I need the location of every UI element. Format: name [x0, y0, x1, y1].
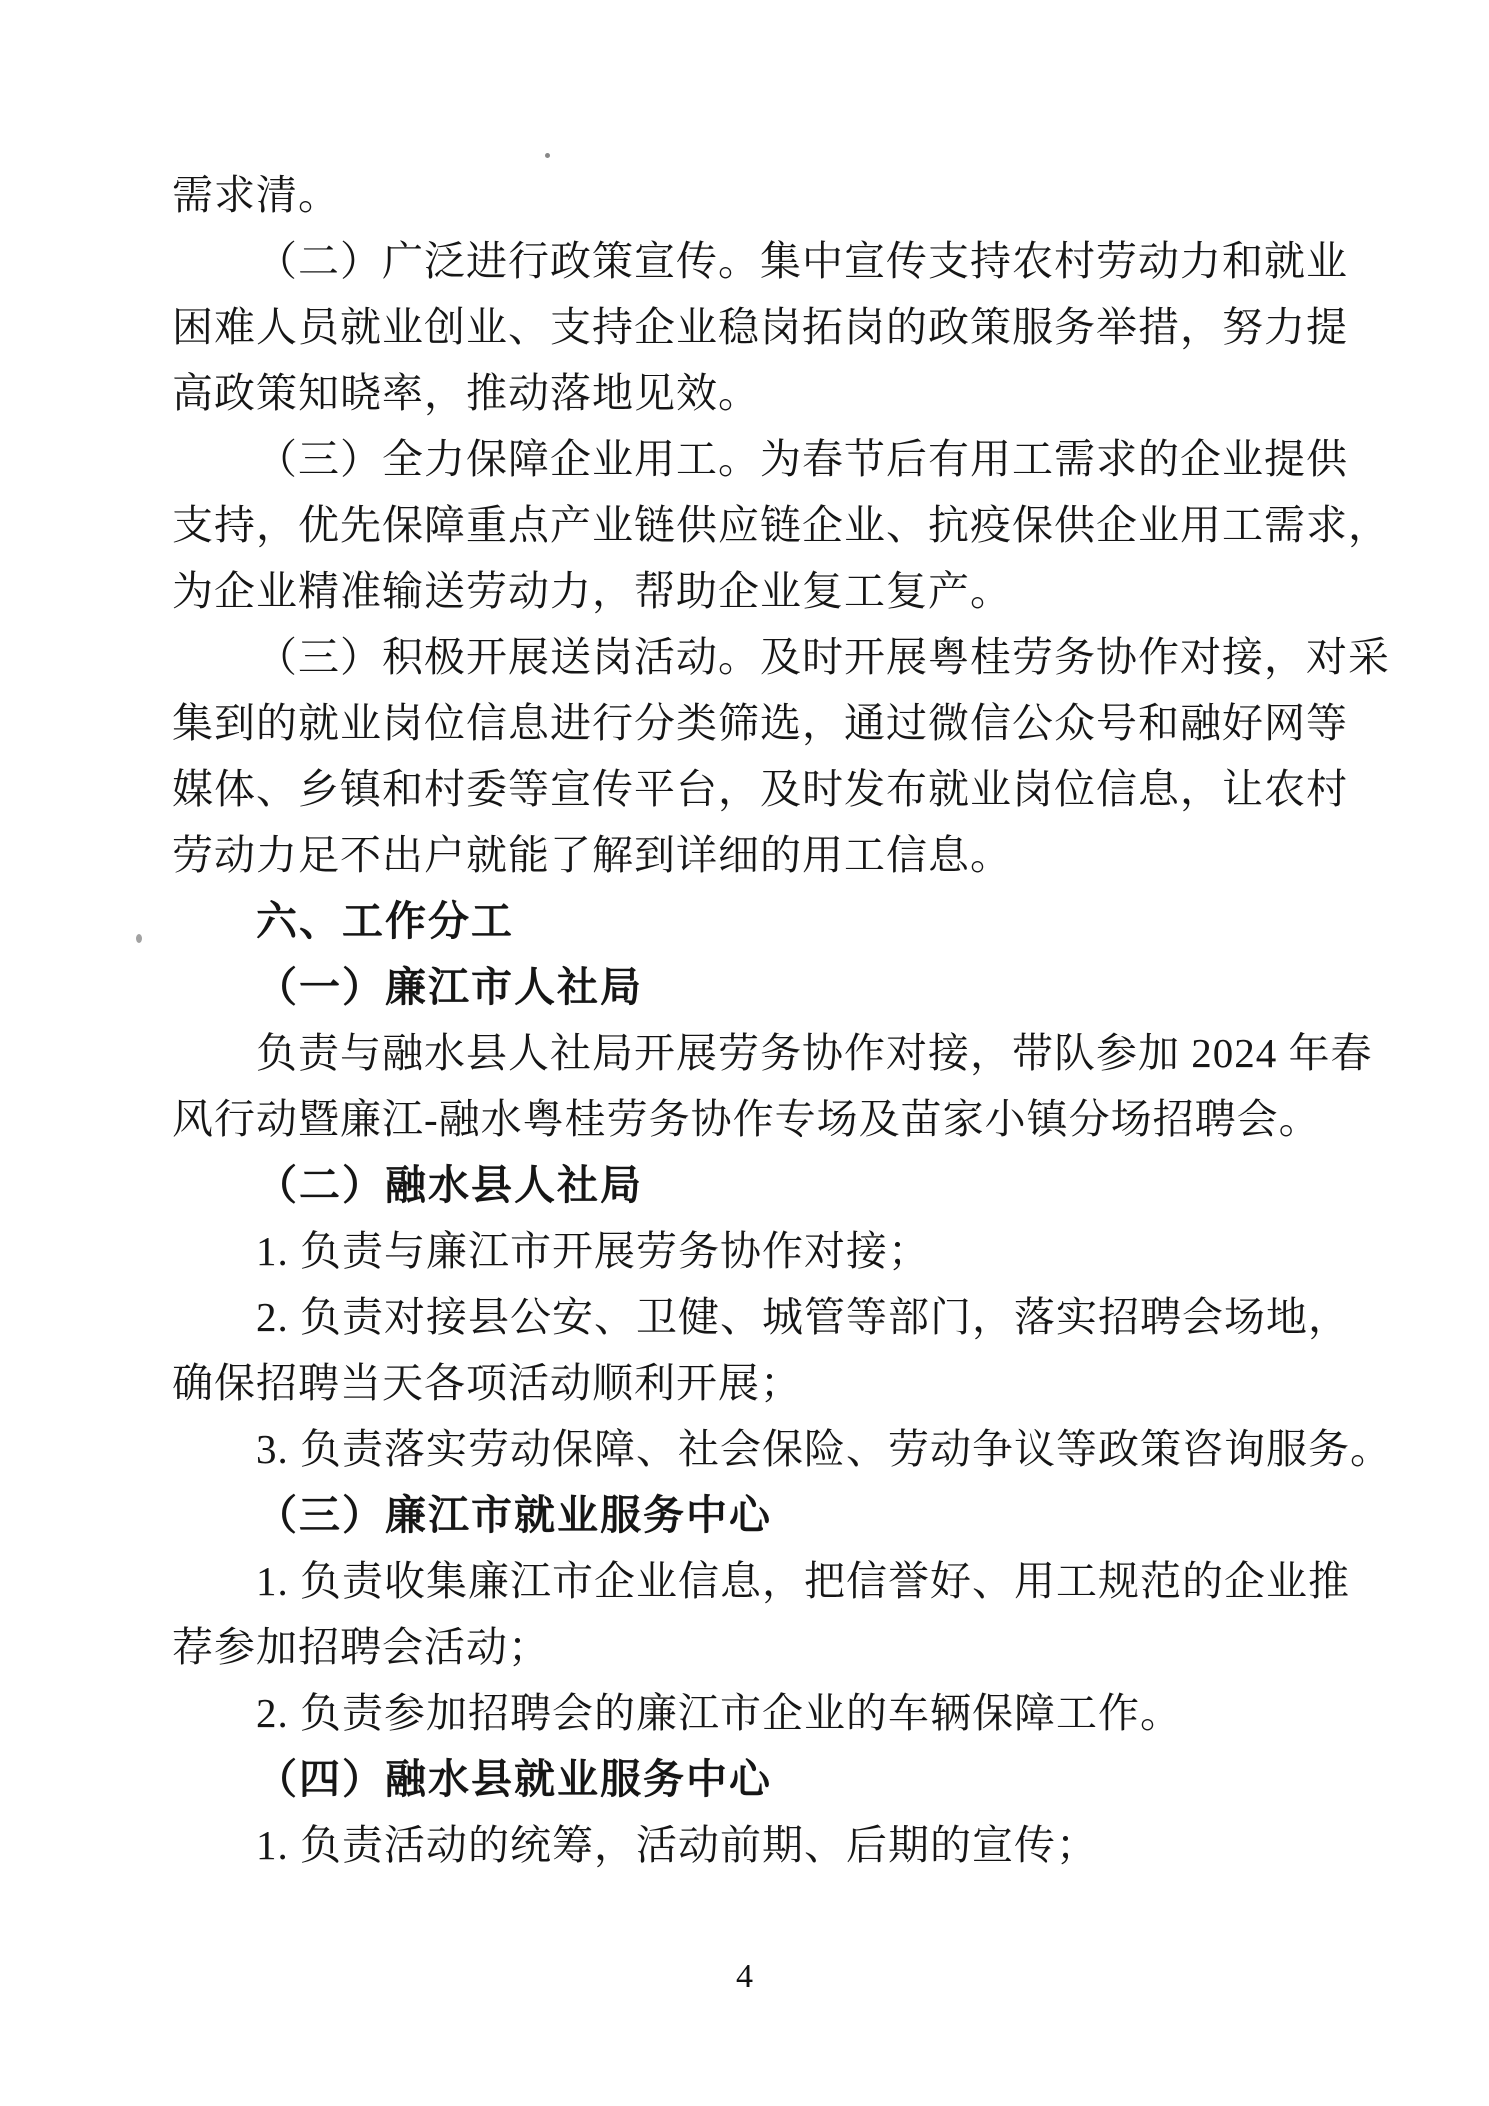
text-line: 劳动力足不出户就能了解到详细的用工信息。 [172, 832, 1012, 878]
scan-artifact [136, 934, 142, 943]
text-line: 荐参加招聘会活动； [172, 1624, 550, 1670]
page-number: 4 [736, 1958, 753, 1995]
text-line: 确保招聘当天各项活动顺利开展； [172, 1360, 802, 1406]
document-body [172, 162, 1392, 1878]
text-line: 集到的就业岗位信息进行分类筛选，通过微信公众号和融好网等 [172, 700, 1348, 746]
text-line: （三）积极开展送岗活动。及时开展粤桂劳务协作对接，对采 [256, 634, 1390, 680]
scan-artifact [545, 153, 550, 158]
text-line: 2. 负责对接县公安、卫健、城管等部门，落实招聘会场地， [256, 1294, 1350, 1340]
text-line: 3. 负责落实劳动保障、社会保险、劳动争议等政策咨询服务。 [256, 1426, 1392, 1472]
text-line: 高政策知晓率，推动落地见效。 [172, 370, 760, 416]
text-line: （二）广泛进行政策宣传。集中宣传支持农村劳动力和就业 [256, 238, 1348, 284]
heading-line: （二）融水县人社局 [256, 1162, 643, 1208]
text-line: 风行动暨廉江-融水粤桂劳务协作专场及苗家小镇分场招聘会。 [172, 1096, 1321, 1142]
heading-line: （四）融水县就业服务中心 [256, 1756, 772, 1802]
heading-line: （一）廉江市人社局 [256, 964, 643, 1010]
text-line: 1. 负责收集廉江市企业信息，把信誉好、用工规范的企业推 [256, 1558, 1350, 1604]
text-line: 需求清。 [172, 172, 340, 218]
text-line: （三）全力保障企业用工。为春节后有用工需求的企业提供 [256, 436, 1348, 482]
text-line: 负责与融水县人社局开展劳务协作对接，带队参加 2024 年春 [256, 1030, 1373, 1076]
text-line: 困难人员就业创业、支持企业稳岗拓岗的政策服务举措，努力提 [172, 304, 1348, 350]
text-line: 媒体、乡镇和村委等宣传平台，及时发布就业岗位信息，让农村 [172, 766, 1348, 812]
text-line: 2. 负责参加招聘会的廉江市企业的车辆保障工作。 [256, 1690, 1182, 1736]
text-line: 为企业精准输送劳动力，帮助企业复工复产。 [172, 568, 1012, 614]
text-line: 1. 负责与廉江市开展劳务协作对接； [256, 1228, 930, 1274]
heading-line: （三）廉江市就业服务中心 [256, 1492, 772, 1538]
heading-line: 六、工作分工 [256, 898, 514, 944]
text-line: 1. 负责活动的统筹，活动前期、后期的宣传； [256, 1822, 1098, 1868]
text-line: 支持，优先保障重点产业链供应链企业、抗疫保供企业用工需求， [172, 502, 1390, 548]
